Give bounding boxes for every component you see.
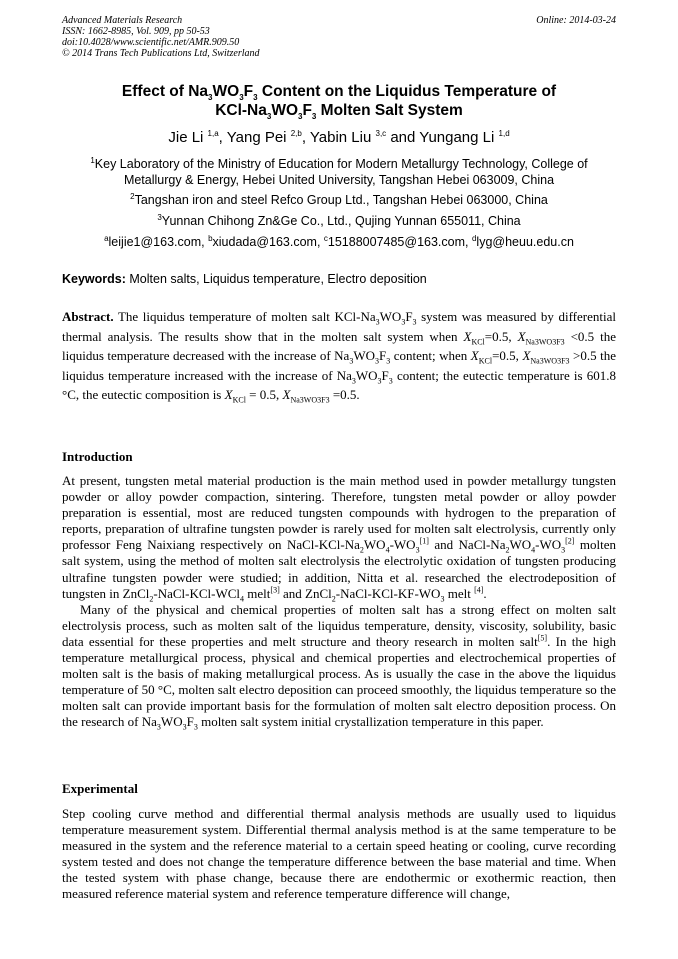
introduction-body bbox=[62, 473, 616, 731]
journal-copyright: © 2014 Trans Tech Publications Ltd, Switzerland bbox=[62, 48, 260, 59]
journal-issn: ISSN: 1662-8985, Vol. 909, pp 50-53 bbox=[62, 26, 210, 37]
title-line-2: KCl-$Na_3WO_3F_3$ Molten Salt System bbox=[215, 102, 463, 122]
author-emails: $^a$leijie1@163.com, $^b$xiudada@163.com, $^c$15188007485@163.com, $^d$lyg@heuu.edu.cn bbox=[104, 233, 574, 249]
paper-title bbox=[62, 82, 616, 120]
affiliation-2: $^2$Tangshan iron and steel Refco Group Ltd., Tangshan Hebei 063000, China bbox=[130, 191, 548, 207]
abstract: Abstract. The liquidus temperature of molten salt KCl-$Na_3WO_3F_3$ system was measured by differential thermal analysis. The results show that in the molten salt system when $X_{KCl}=0.5$, $X_{Na3WO3F3} <0.5$ the liquidus temperature decreased with the increase of $Na_3WO_3F_3$ content; when $X_{KCl}=0.5$, $X_{Na3WO3F3} >0.5$ the liquidus temperature increased with the increase of $Na_3WO_3F_3$ content; the eutectic temperature is 601.8 °C, the eutectic composition is $X_{KCl} = 0.5$, $X_{Na3WO3F3} =0.5$. bbox=[62, 309, 617, 405]
section-heading-introduction: Introduction bbox=[62, 449, 133, 464]
keywords: Keywords: Molten salts, Liquidus temperature, Electro deposition bbox=[62, 272, 427, 286]
paragraph: Many of the physical and chemical properties of molten salt has a strong effect on molten salt electrolysis process, such as molten salt of the liquidus temperature, density, viscosity, solubility, basic data essential for these properties and melt structure and theory research in molten salt[5]. In the high temperature metallurgical process, physical and chemical properties and electrochemical properties of molten salt is the basis of making metallurgical process. As is usually the case in the above the liquidus temperature of 50 °C, molten salt electro deposition can proceed smoothly, the liquidus temperature so the molten salt can provide important basis for the formulation of molten salt electro deposition process. On the research of $Na_3WO_3F_3$ molten salt system initial crystallization temperature in this paper. bbox=[62, 601, 616, 732]
online-date: Online: 2014-03-24 bbox=[536, 15, 616, 26]
author: Yang Pei bbox=[226, 129, 291, 146]
abstract-label: Abstract. bbox=[62, 309, 114, 324]
journal-header bbox=[62, 15, 616, 59]
author: Yabin Liu bbox=[309, 129, 376, 146]
experimental-body bbox=[62, 806, 616, 903]
author: Yungang Li bbox=[419, 129, 499, 146]
title-line-1: Effect of $Na_3WO_3F_3$ Content on the Liquidus Temperature of bbox=[121, 83, 557, 103]
author-list: Jie Li $^{1,a}$, Yang Pei $^{2,b}$, Yabin Liu $^{3,c}$ and Yungang Li $^{1,d}$ bbox=[168, 129, 510, 146]
affiliation-3: $^3$Yunnan Chihong Zn&Ge Co., Ltd., Qujing Yunnan 655011, China bbox=[157, 212, 521, 228]
section-heading-experimental: Experimental bbox=[62, 781, 138, 796]
paragraph: At present, tungsten metal material production is the main method used in powder metallurgy tungsten powder or alloy powder compaction, sintering. Therefore, tungsten metal powder or alloy powder preparation is essential, most are reduced tungsten compounds with hydrogen to the preparation of reports, preparation of ultrafine tungsten powder is rarely used for molten salt electrolysis, currently only professor Feng Naixiang respectively on NaCl-$KCl-Na_2WO_4-WO_3[1]$ and NaCl-$Na_2WO_4-WO_3[2]$ molten salt system, using the method of molten salt electrolysis the electrolytic oxidation of tungsten producing ultrafine tungsten powder were studied; in addition, Nitta et al. researched the electrodeposition of tungsten in ZnCl$_2$-NaCl-KCl-WCl$_4$ melt[3] and $ZnCl_2-NaCl-KCl-KF-WO_3$ melt [4]. bbox=[62, 473, 617, 604]
journal-name: Advanced Materials Research bbox=[62, 15, 183, 26]
journal-doi: doi:10.4028/www.scientific.net/AMR.909.50 bbox=[62, 37, 240, 48]
author: Jie Li bbox=[168, 129, 208, 146]
affiliation-1: $^1$Key Laboratory of the Ministry of Education for Modern Metallurgy Technology, College of Metallurgy & Energy, Hebei United University, Tangshan Hebei 063009, China bbox=[90, 155, 588, 187]
keywords-label: Keywords: bbox=[62, 272, 126, 286]
paragraph: Step cooling curve method and differential thermal analysis methods are usually used to liquidus temperature measurement system. Differential thermal analysis method is at the same temperature to be measured in the system and the reference material to a certain speed heating or cooling, curve recording system tested and does not change the temperature difference between the base material and time. When the tested system with phase change, because there are endothermic or exothermic reaction, then measured reference material system and reference temperature difference will change, bbox=[62, 806, 616, 902]
